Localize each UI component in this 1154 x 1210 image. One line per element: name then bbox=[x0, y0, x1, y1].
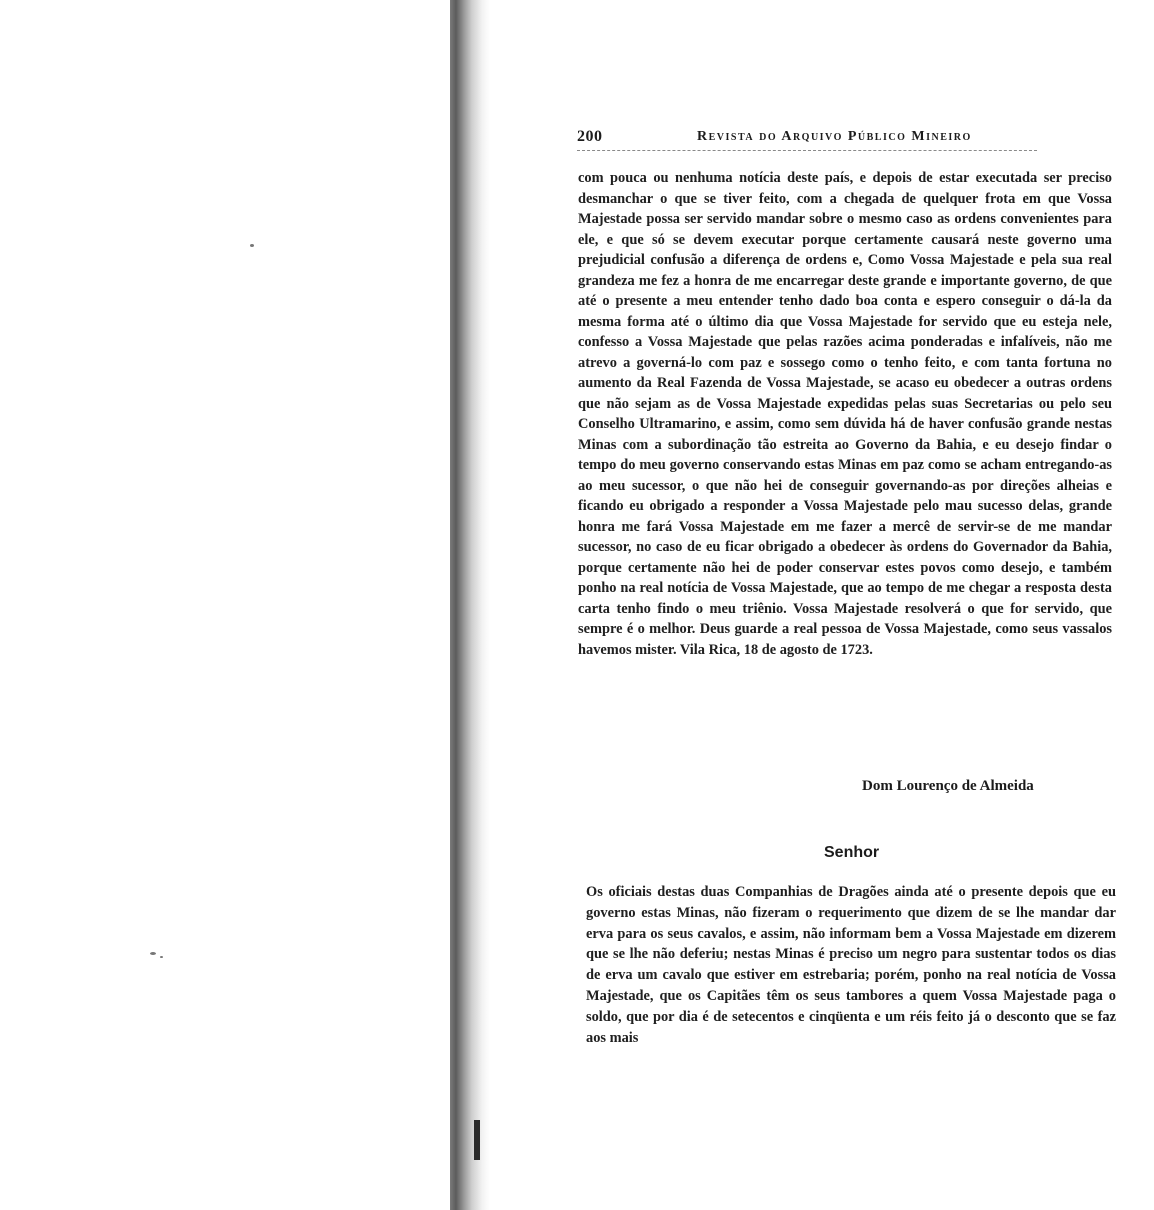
running-head bbox=[577, 128, 1077, 150]
paper-speck bbox=[250, 244, 254, 247]
paper-speck bbox=[160, 956, 163, 958]
letter-body: com pouca ou nenhuma notícia deste país, e depois de estar executada ser preciso desmanchar o que se tiver feito, com a chegada de quelquer frota em que Vossa Majestade possa ser servido mandar sobre o mesmo caso as ordens convenientes para ele, e que só se devem executar porque certamente causará neste governo uma prejudicial confusão a diferença de ordens e, Como Vossa Majestade e pela sua real grandeza me fez a honra de me encarregar deste grande e importante governo, de que até o presente a meu entender tenho dado boa conta e espero conseguir o dá-la da mesma forma até o último dia que Vossa Majestade for servido que eu esteja nele, confesso a Vossa Majestade que pelas razões acima ponderadas e infalíveis, não me atrevo a governá-lo com paz e sossego como o tenho feito, e com tanta fortuna no aumento da Real Fazenda de Vossa Majestade, se acaso eu obedecer a outras ordens que não sejam as de Vossa Majestade expedidas pelas suas Secretarias ou pelo seu Conselho Ultramarino, e assim, como sem dúvida há de haver confusão grande nestas Minas com a subordinação tão estreita ao Governo da Bahia, e eu desejo findar o tempo do meu governo conservando estas Minas em paz como se acham entregando-as ao meu sucessor, o que não hei de conseguir governando-as por direções alheias e ficando eu obrigado a responder a Vossa Majestade pelo mau sucesso delas, grande honra me fará Vossa Majestade em me fazer a mercê de servir-se de me mandar sucessor, no caso de eu ficar obrigado a obedecer às ordens do Governador da Bahia, porque certamente não hei de poder conservar estes povos como desejo, e também ponho na real notícia de Vossa Majestade, que ao tempo de me chegar a resposta desta carta tenho findo o meu triênio. Vossa Majestade resolverá o que for servido, que sempre é o melhor. Deus guarde a real pessoa de Vossa Majestade, como seus vassalos havemos mister. Vila Rica, 18 de agosto de 1723. bbox=[578, 170, 1112, 658]
salutation-heading: Senhor bbox=[824, 844, 880, 861]
page-number: 200 bbox=[577, 128, 603, 145]
left-blank-page bbox=[0, 0, 452, 1210]
binding-mark bbox=[474, 1120, 480, 1160]
letter-signature: Dom Lourenço de Almeida bbox=[862, 778, 1034, 794]
second-letter-body: Os oficiais destas duas Companhias de Dragões ainda até o presente depois que eu governo estas Minas, não fizeram o requerimento que dizem de se lhe mandar dar erva para os seus cavalos, e assim, não informam bem a Vossa Majestade em dizerem que se lhe não deferiu; nestas Minas é preciso um negro para sustentar todos os dias de erva um cavalo que estiver em estrebaria; porém, ponho na real notícia de Vossa Majestade, que os Capitães têm os seus tambores a quem Vossa Majestade paga o soldo, que por dia é de setecentos e cinqüenta e um réis feito já o desconto que se faz aos mais bbox=[586, 884, 1116, 1046]
book-gutter-shadow bbox=[450, 0, 490, 1210]
header-rule bbox=[577, 150, 1037, 151]
paper-speck bbox=[150, 952, 156, 955]
right-text-page bbox=[490, 0, 1154, 1210]
journal-title: Revista do Arquivo Público Mineiro bbox=[697, 129, 972, 144]
